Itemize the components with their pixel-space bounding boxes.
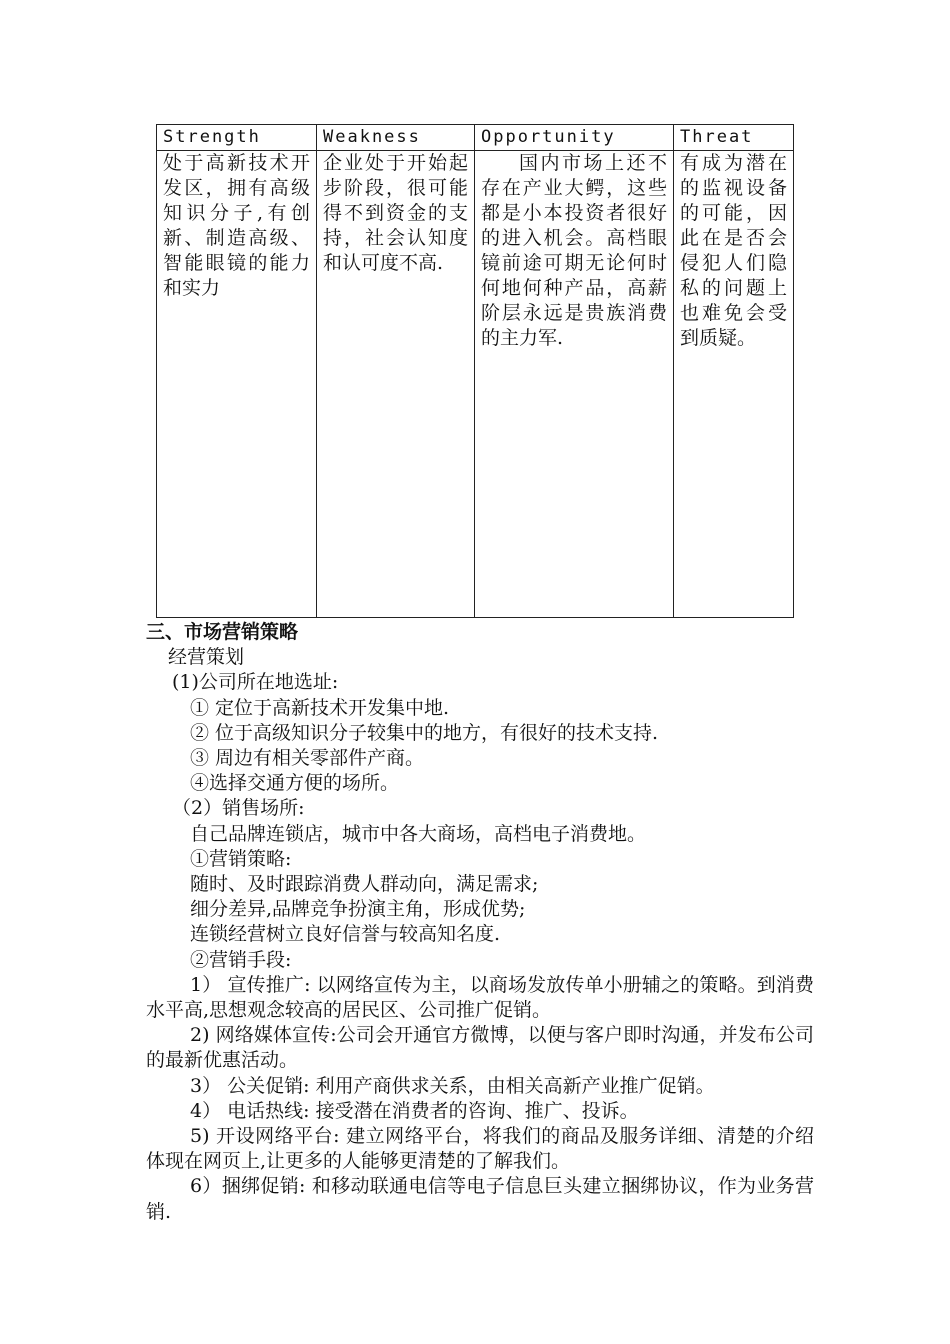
swot-cell-strength: 处于高新技术开发区，拥有高级知识分子,有创新、制造高级、智能眼镜的能力和实力 xyxy=(157,151,317,618)
swot-header-threat: Threat xyxy=(674,125,794,151)
location-item: ① 定位于高新技术开发集中地. xyxy=(190,696,450,719)
swot-header-row xyxy=(157,125,794,151)
swot-table xyxy=(156,124,794,618)
swot-cell-threat: 有成为潜在的监视设备的可能，因此在是否会侵犯人们隐私的问题上也难免会受到质疑。 xyxy=(674,151,794,618)
section-heading: 三、市场营销策略 xyxy=(146,621,299,643)
location-title: (1)公司所在地选址: xyxy=(172,671,339,694)
location-item: ② 位于高级知识分子较集中的地方，有很好的技术支持. xyxy=(190,721,659,744)
marketing-section xyxy=(146,620,826,1225)
sales-description: 自己品牌连锁店，城市中各大商场，高档电子消费地。 xyxy=(190,822,647,845)
swot-cell-weakness: 企业处于开始起步阶段，很可能得不到资金的支持，社会认知度和认可度不高. xyxy=(317,151,475,618)
section-subheading: 经营策划 xyxy=(168,646,245,669)
strategy-item: 随时、及时跟踪消费人群动向，满足需求; xyxy=(190,873,539,896)
strategy-title: ①营销策略: xyxy=(190,847,292,870)
means-item: 1） 宣传推广: 以网络宣传为主，以商场发放传单小册辅之的策略。到消费水平高,思想观念较高的居民区、公司推广促销。 xyxy=(146,973,814,1022)
means-item: 2) 网络媒体宣传:公司会开通官方微博，以便与客户即时沟通，并发布公司的最新优惠活动。 xyxy=(146,1024,814,1072)
means-title: ②营销手段: xyxy=(190,948,292,971)
swot-header-strength: Strength xyxy=(157,125,317,151)
swot-content-row xyxy=(157,151,794,618)
means-item: 4） 电话热线: 接受潜在消费者的咨询、推广、投诉。 xyxy=(190,1099,639,1122)
strategy-item: 细分差异,品牌竞争扮演主角，形成优势; xyxy=(190,898,526,921)
swot-header-opportunity: Opportunity xyxy=(475,125,674,151)
means-item: 6）捆绑促销: 和移动联通电信等电子信息巨头建立捆绑协议，作为业务营销. xyxy=(146,1175,814,1223)
swot-header-weakness: Weakness xyxy=(317,125,475,151)
sales-title: （2）销售场所: xyxy=(172,797,305,820)
location-item: ④选择交通方便的场所。 xyxy=(190,772,400,795)
means-item: 3） 公关促销: 利用产商供求关系，由相关高新产业推广促销。 xyxy=(190,1074,715,1097)
means-item: 5) 开设网络平台: 建立网络平台，将我们的商品及服务详细、清楚的介绍体现在网页上,让更多的人能够更清楚的了解我们。 xyxy=(146,1125,814,1173)
swot-cell-opportunity: 国内市场上还不存在产业大鳄，这些都是小本投资者很好的进入机会。高档眼镜前途可期无论何时何地何种产品，高薪阶层永远是贵族消费的主力军. xyxy=(475,151,674,618)
location-item: ③ 周边有相关零部件产商。 xyxy=(190,747,425,770)
strategy-item: 连锁经营树立良好信誉与较高知名度. xyxy=(190,923,501,946)
